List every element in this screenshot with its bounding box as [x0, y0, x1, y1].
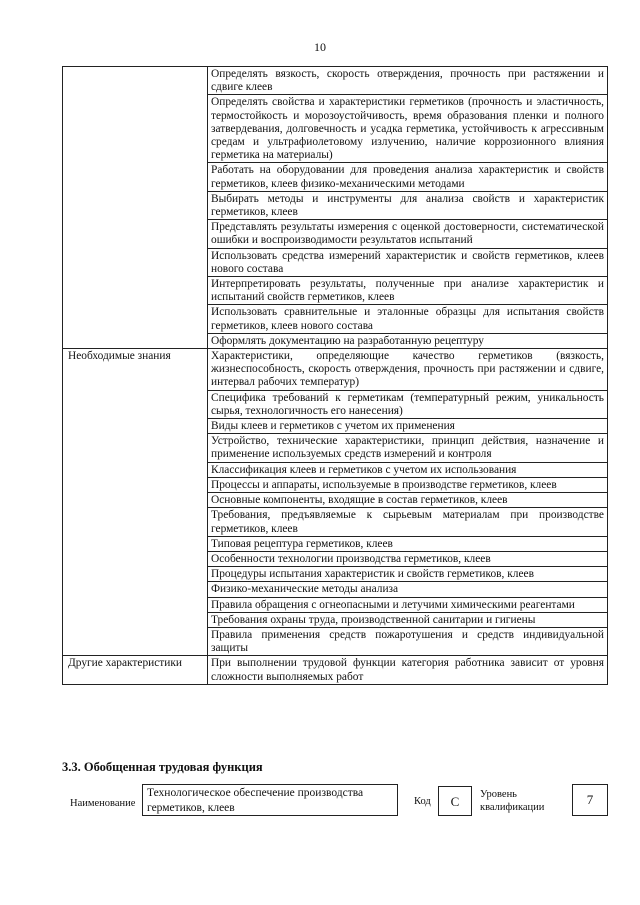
row-group-label: [63, 67, 208, 349]
row-description: Процессы и аппараты, используемые в производстве герметиков, клеев: [208, 477, 608, 492]
row-description: Процедуры испытания характеристик и свойств герметиков, клеев: [208, 567, 608, 582]
row-description: Представлять результаты измерения с оценкой достоверности, систематической ошибки и воспроизводимости результатов испытаний: [208, 220, 608, 248]
row-description: Типовая рецептура герметиков, клеев: [208, 536, 608, 551]
row-description: Использовать средства измерений характеристик и свойств герметиков, клеев нового состава: [208, 248, 608, 276]
name-label: Наименование: [70, 798, 136, 809]
table-row: [63, 349, 608, 391]
row-description: Специфика требований к герметикам (температурный режим, уникальность сырья, технологичность его нанесения): [208, 390, 608, 418]
row-group-label: Необходимые знания: [63, 349, 208, 656]
row-description: Работать на оборудовании для проведения анализа характеристик и свойств герметиков, клеев физико-механическими методами: [208, 163, 608, 191]
row-description: При выполнении трудовой функции категория работника зависит от уровня сложности выполняемых работ: [208, 656, 608, 684]
row-description: Требования охраны труда, производственной санитарии и гигиены: [208, 612, 608, 627]
row-description: Оформлять документацию на разработанную рецептуру: [208, 333, 608, 348]
row-description: Правила обращения с огнеопасными и летучими химическими реагентами: [208, 597, 608, 612]
competency-table: [62, 66, 608, 685]
table-row: [63, 656, 608, 684]
section-title: 3.3. Обобщенная трудовая функция: [62, 760, 263, 774]
row-description: Особенности технологии производства герметиков, клеев: [208, 551, 608, 566]
page-number: 10: [314, 40, 326, 54]
code-value: С: [438, 786, 472, 816]
row-group-label: Другие характеристики: [63, 656, 208, 684]
row-description: Выбирать методы и инструменты для анализа свойств и характеристик герметиков, клеев: [208, 191, 608, 219]
level-value: 7: [572, 784, 608, 816]
row-description: Правила применения средств пожаротушения и средств индивидуальной защиты: [208, 627, 608, 655]
row-description: Определять вязкость, скорость отверждения, прочность при растяжении и сдвиге клеев: [208, 67, 608, 95]
name-value: Технологическое обеспечение производства герметиков, клеев: [142, 784, 398, 816]
row-description: Устройство, технические характеристики, принцип действия, назначение и применение используемых средств измерений и контроля: [208, 434, 608, 462]
row-description: Использовать сравнительные и эталонные образцы для испытания свойств герметиков, клеев нового состава: [208, 305, 608, 333]
row-description: Физико-механические методы анализа: [208, 582, 608, 597]
row-description: Характеристики, определяющие качество герметиков (вязкость, жизнеспособность, скорость отверждения, прочность при растяжении и сдвиге, интервал рабочих температур): [208, 349, 608, 391]
row-description: Требования, предъявляемые к сырьевым материалам при производстве герметиков, клеев: [208, 508, 608, 536]
row-description: Основные компоненты, входящие в состав герметиков, клеев: [208, 493, 608, 508]
generalized-function-row: [62, 784, 608, 824]
row-description: Классификация клеев и герметиков с учетом их использования: [208, 462, 608, 477]
code-label: Код: [414, 796, 431, 807]
row-description: Виды клеев и герметиков с учетом их применения: [208, 419, 608, 434]
table-row: [63, 67, 608, 95]
row-description: Определять свойства и характеристики герметиков (прочность и эластичность, термостойкость и морозоустойчивость, время образования пленки и полного затвердевания, долговечность и усадка герметика, устойчивость к агрессивным средам и ультрафиолетовому излучению, наличие коррозионного влияния герметика на материалы): [208, 95, 608, 163]
level-label: Уровень квалификации: [480, 789, 545, 813]
row-description: Интерпретировать результаты, полученные при анализе характеристик и испытаний свойств герметиков, клеев: [208, 277, 608, 305]
